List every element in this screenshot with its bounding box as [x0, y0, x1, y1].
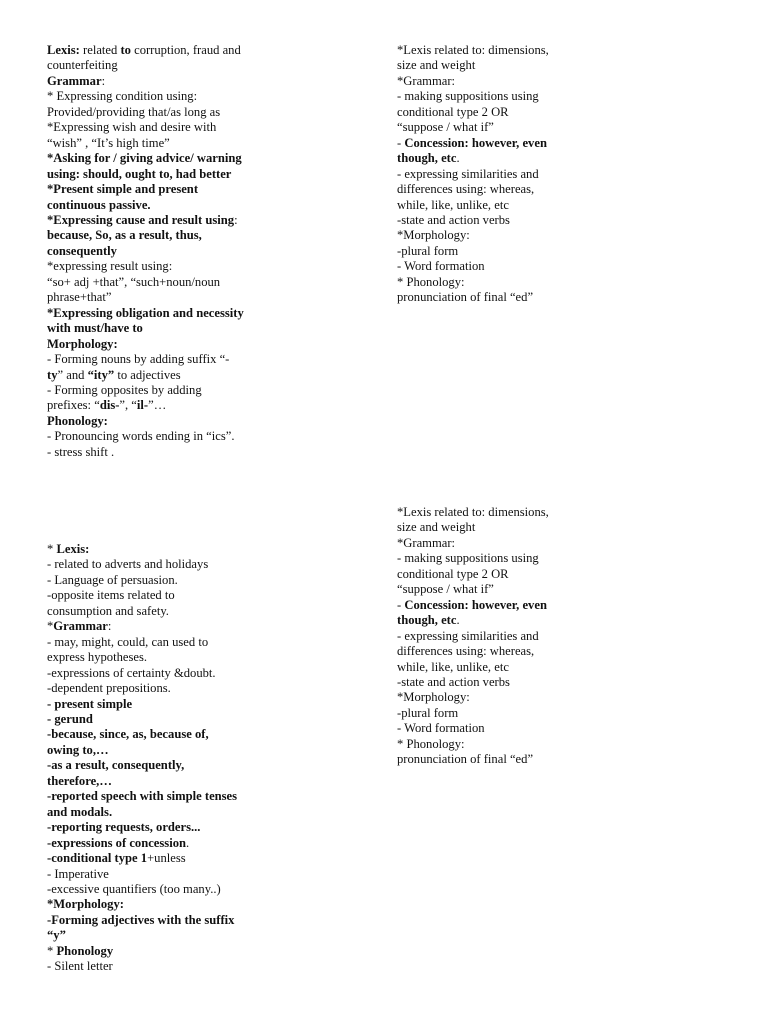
regular-text: - Word formation — [397, 259, 485, 274]
text-line — [47, 727, 287, 742]
text-line — [47, 588, 287, 603]
bold-text: Lexis: — [56, 542, 90, 556]
regular-text: . — [186, 835, 190, 850]
text-line — [397, 244, 587, 259]
bold-text: Lexis: — [47, 43, 80, 57]
text-line — [397, 752, 587, 767]
text-line — [47, 789, 287, 804]
bold-text: -reported speech with simple tenses — [47, 789, 238, 804]
regular-text: . — [456, 613, 460, 628]
regular-text: * Phonology: — [397, 736, 465, 751]
regular-text: conditional type 2 OR — [397, 104, 509, 119]
bold-text: - present simple — [47, 696, 133, 711]
regular-text: *Grammar: — [397, 73, 456, 88]
text-line — [397, 567, 587, 582]
bold-text: -Forming adjectives with the suffix — [47, 912, 235, 927]
text-line — [47, 182, 287, 197]
text-line — [47, 259, 287, 274]
regular-text: ” and — [57, 367, 88, 382]
regular-text: - Forming opposites by adding — [47, 382, 202, 397]
text-line — [397, 259, 587, 274]
regular-text: - Imperative — [47, 866, 109, 881]
text-line — [47, 321, 287, 336]
regular-text: - Language of persuasion. — [47, 572, 178, 587]
text-line — [47, 290, 287, 305]
bold-text: Morphology: — [47, 336, 118, 351]
text-line — [47, 167, 287, 182]
text-line — [397, 198, 587, 213]
regular-text: * — [47, 542, 57, 556]
regular-text: *Lexis related to: dimensions, — [397, 505, 549, 519]
regular-text: differences using: whereas, — [397, 182, 535, 197]
text-line — [397, 58, 587, 73]
regular-text: *Morphology: — [397, 228, 470, 243]
text-line — [47, 928, 287, 943]
regular-text: -excessive quantifiers (too many..) — [47, 881, 221, 896]
regular-text: * Phonology: — [397, 274, 465, 289]
regular-text: while, like, unlike, etc — [397, 659, 509, 674]
regular-text: - expressing similarities and — [397, 166, 539, 181]
text-line — [397, 151, 587, 166]
text-line — [47, 836, 287, 851]
text-line — [47, 337, 287, 352]
text-line — [47, 758, 287, 773]
regular-text: ”… — [148, 398, 167, 413]
regular-text: - making suppositions using — [397, 551, 539, 566]
regular-text: Provided/providing that/as long as — [47, 104, 221, 119]
regular-text: * — [47, 943, 57, 958]
text-line — [397, 520, 587, 535]
text-line — [397, 629, 587, 644]
bold-text: Concession: however, even — [404, 597, 547, 612]
text-line — [397, 275, 587, 290]
regular-text: - Pronouncing words ending in “ics”. — [47, 429, 235, 444]
bold-text: Grammar — [47, 73, 102, 88]
text-line — [47, 306, 287, 321]
regular-text: “wish” , “It’s high time” — [47, 135, 170, 150]
text-line — [47, 666, 287, 681]
regular-text: ”, “ — [119, 398, 137, 413]
regular-text: phrase+that” — [47, 290, 112, 305]
bold-text: and modals. — [47, 804, 113, 819]
bold-text: *Expressing cause and result using — [47, 212, 235, 227]
bold-text: continuous passive. — [47, 197, 151, 212]
text-line — [47, 867, 287, 882]
regular-text: prefixes: “ — [47, 398, 100, 413]
bold-text: *Morphology: — [47, 897, 124, 912]
regular-text: -opposite items related to — [47, 588, 175, 603]
bold-text: Grammar — [53, 619, 108, 634]
text-line — [397, 721, 587, 736]
bold-text: *Expressing obligation and necessity — [47, 305, 244, 320]
text-line — [397, 551, 587, 566]
text-line — [397, 167, 587, 182]
regular-text: *Grammar: — [397, 535, 456, 550]
regular-text: *Morphology: — [397, 690, 470, 705]
text-line — [47, 74, 287, 89]
regular-text: -plural form — [397, 705, 459, 720]
text-line — [47, 429, 287, 444]
text-line — [397, 136, 587, 151]
bold-text: -because, since, as, because of, — [47, 727, 209, 742]
text-line — [397, 706, 587, 721]
text-line — [47, 105, 287, 120]
text-line — [47, 681, 287, 696]
text-line — [47, 604, 287, 619]
text-line — [47, 913, 287, 928]
text-line — [397, 598, 587, 613]
text-line — [47, 136, 287, 151]
text-line — [397, 505, 587, 520]
bold-text: -conditional type 1 — [47, 851, 148, 866]
regular-text: : — [107, 619, 112, 634]
bold-text: to — [120, 43, 131, 57]
regular-text: counterfeiting — [47, 58, 118, 73]
text-line — [397, 228, 587, 243]
bold-text: Phonology: — [47, 413, 108, 428]
text-line — [47, 352, 287, 367]
text-line — [47, 368, 287, 383]
regular-text: *expressing result using: — [47, 259, 173, 274]
regular-text: * Expressing condition using: — [47, 89, 198, 104]
text-line — [47, 650, 287, 665]
text-line — [47, 383, 287, 398]
syllabus-block-top-left — [47, 43, 287, 460]
bold-text: Phonology — [56, 943, 114, 958]
text-line — [47, 573, 287, 588]
text-line — [47, 697, 287, 712]
bold-text: -expressions of concession — [47, 835, 186, 850]
regular-text: -state and action verbs — [397, 212, 510, 227]
bold-text: with must/have to — [47, 321, 143, 336]
text-line — [397, 536, 587, 551]
text-line — [47, 820, 287, 835]
text-line — [47, 619, 287, 634]
text-line — [47, 89, 287, 104]
bold-text: “y” — [47, 928, 66, 943]
regular-text: -dependent prepositions. — [47, 681, 171, 696]
text-line — [47, 557, 287, 572]
regular-text: -state and action verbs — [397, 674, 510, 689]
regular-text: conditional type 2 OR — [397, 566, 509, 581]
regular-text: pronunciation of final “ed” — [397, 290, 534, 305]
regular-text: - Silent letter — [47, 959, 113, 974]
text-line — [397, 644, 587, 659]
regular-text: corruption, fraud and — [130, 43, 241, 57]
regular-text: pronunciation of final “ed” — [397, 752, 534, 767]
text-line — [47, 414, 287, 429]
regular-text: . — [456, 151, 460, 166]
bold-text: though, etc — [397, 613, 457, 628]
text-line — [47, 120, 287, 135]
regular-text: size and weight — [397, 520, 476, 535]
text-line — [47, 774, 287, 789]
text-line — [47, 851, 287, 866]
text-line — [397, 675, 587, 690]
bold-text: owing to,… — [47, 742, 109, 757]
regular-text: - expressing similarities and — [397, 628, 539, 643]
text-line — [397, 613, 587, 628]
regular-text: related — [79, 43, 121, 57]
text-line — [397, 74, 587, 89]
syllabus-block-top-right — [397, 43, 587, 306]
regular-text: “suppose / what if” — [397, 582, 494, 597]
bold-text: -as a result, consequently, — [47, 758, 185, 773]
regular-text: - Forming nouns by adding suffix “- — [47, 352, 230, 367]
regular-text: size and weight — [397, 58, 476, 73]
regular-text: -expressions of certainty &doubt. — [47, 665, 216, 680]
text-line — [47, 244, 287, 259]
regular-text: consumption and safety. — [47, 603, 169, 618]
text-line — [47, 944, 287, 959]
bold-text: consequently — [47, 243, 117, 258]
text-line — [47, 743, 287, 758]
regular-text: : — [101, 73, 106, 88]
bold-text: dis- — [99, 398, 120, 413]
text-line — [397, 737, 587, 752]
text-line — [47, 228, 287, 243]
text-line — [397, 182, 587, 197]
regular-text: - related to adverts and holidays — [47, 557, 209, 572]
bold-text: using: should, ought to, had better — [47, 166, 232, 181]
text-line — [47, 882, 287, 897]
regular-text: while, like, unlike, etc — [397, 197, 509, 212]
regular-text: *Expressing wish and desire with — [47, 120, 217, 135]
bold-text: “ity” — [87, 367, 115, 382]
text-line — [397, 582, 587, 597]
regular-text: “so+ adj +that”, “such+noun/noun — [47, 274, 221, 289]
bold-text: because, So, as a result, thus, — [47, 228, 202, 243]
text-line — [47, 542, 287, 557]
regular-text: - — [397, 597, 405, 612]
text-line — [397, 120, 587, 135]
regular-text: express hypotheses. — [47, 650, 148, 665]
text-line — [47, 897, 287, 912]
regular-text: “suppose / what if” — [397, 120, 494, 135]
regular-text: - making suppositions using — [397, 89, 539, 104]
regular-text: differences using: whereas, — [397, 644, 535, 659]
regular-text: +unless — [147, 851, 186, 866]
text-line — [47, 635, 287, 650]
bold-text: *Asking for / giving advice/ warning — [47, 151, 242, 166]
text-line — [47, 959, 287, 974]
bold-text: though, etc — [397, 151, 457, 166]
text-line — [397, 213, 587, 228]
text-line — [47, 151, 287, 166]
text-line — [47, 398, 287, 413]
text-line — [47, 445, 287, 460]
regular-text: - may, might, could, can used to — [47, 634, 209, 649]
bold-text: therefore,… — [47, 773, 112, 788]
regular-text: - — [397, 135, 405, 150]
text-line — [397, 89, 587, 104]
text-line — [47, 43, 287, 58]
syllabus-block-bottom-left — [47, 542, 287, 975]
bold-text: -reporting requests, orders... — [47, 820, 201, 835]
text-line — [397, 105, 587, 120]
regular-text: : — [234, 212, 238, 227]
bold-text: ty — [47, 367, 58, 382]
bold-text: il- — [136, 398, 149, 413]
text-line — [397, 660, 587, 675]
syllabus-block-bottom-right — [397, 505, 587, 768]
text-line — [47, 213, 287, 228]
text-line — [397, 290, 587, 305]
text-line — [397, 43, 587, 58]
bold-text: *Present simple and present — [47, 182, 199, 197]
regular-text: - Word formation — [397, 721, 485, 736]
text-line — [47, 198, 287, 213]
bold-text: - gerund — [47, 711, 93, 726]
bold-text: Concession: however, even — [404, 135, 547, 150]
regular-text: to adjectives — [114, 367, 181, 382]
text-line — [47, 275, 287, 290]
regular-text: *Lexis related to: dimensions, — [397, 43, 549, 57]
text-line — [47, 805, 287, 820]
text-line — [47, 712, 287, 727]
text-line — [47, 58, 287, 73]
regular-text: -plural form — [397, 243, 459, 258]
regular-text: * — [47, 619, 54, 634]
regular-text: - stress shift . — [47, 444, 115, 459]
text-line — [397, 690, 587, 705]
